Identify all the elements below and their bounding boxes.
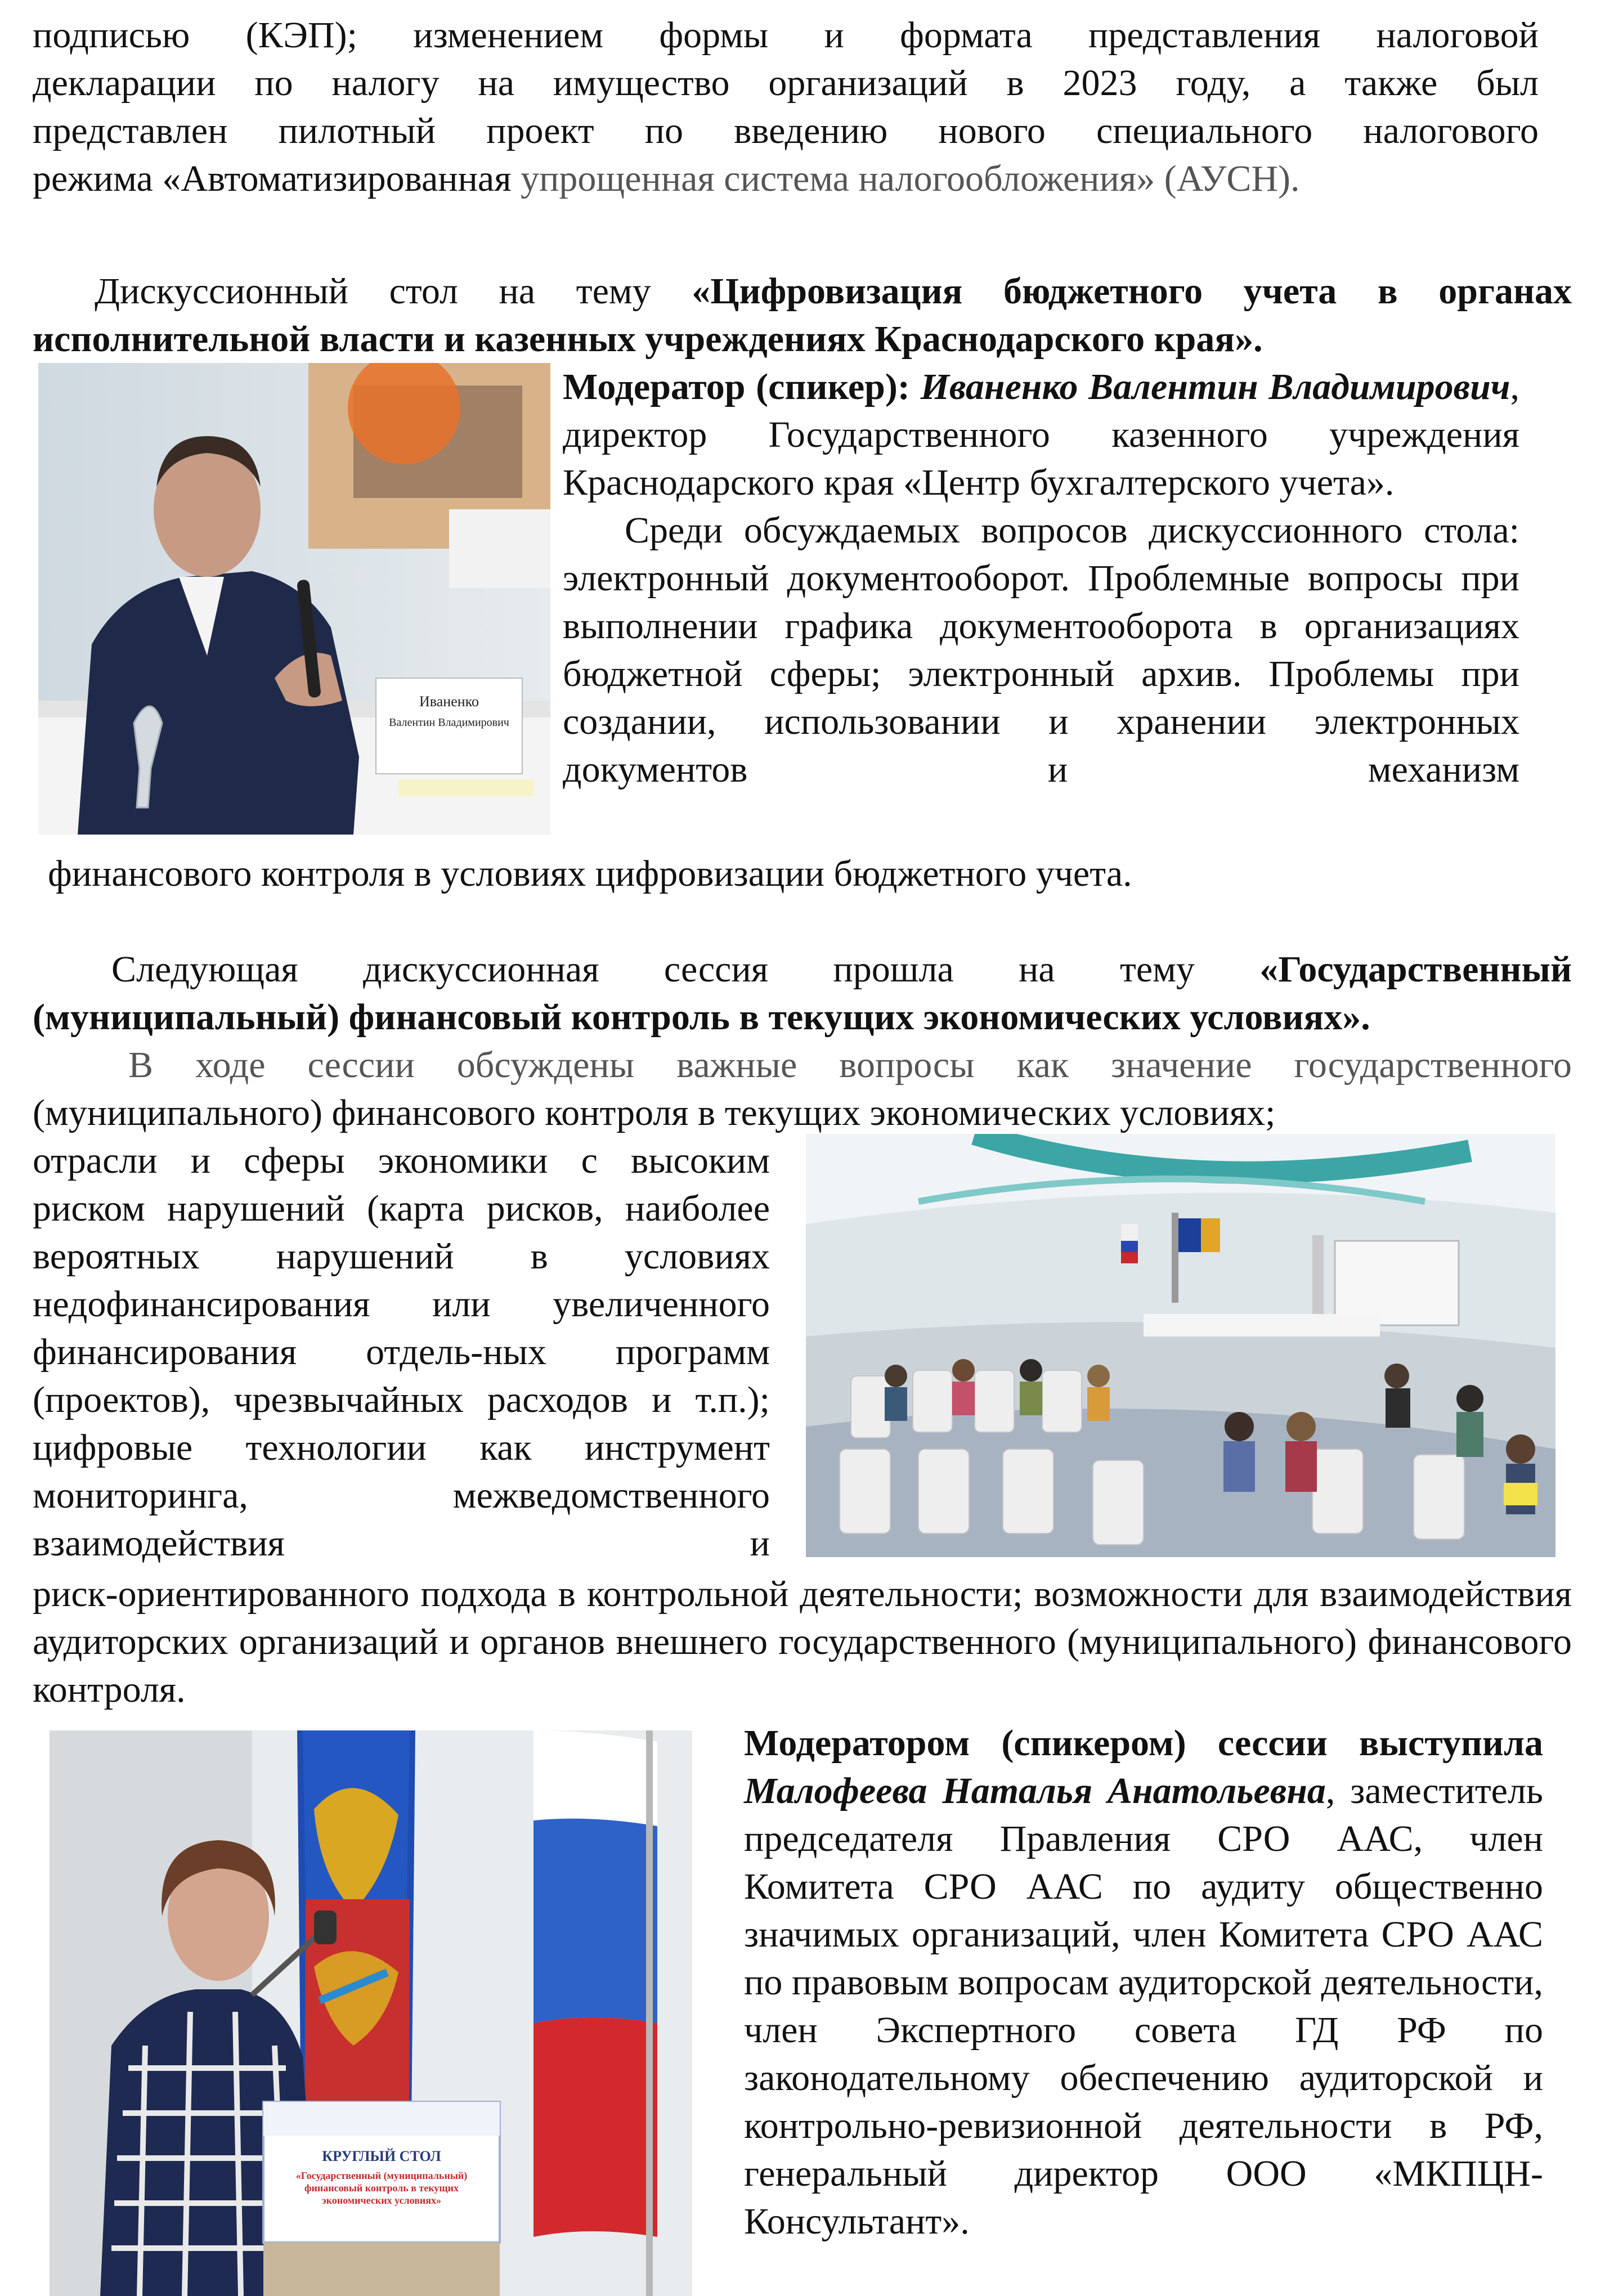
- section2-lead: Следующая дискуссионная сессия прошла на тему: [111, 949, 1260, 990]
- section2-moderator-block: [744, 1719, 1543, 2245]
- podium-banner-title: КРУГЛЫЙ СТОЛ: [322, 2148, 441, 2164]
- intro-line-2: декларации по налогу на имущество организаций в 2023 году, а также был: [33, 62, 1539, 104]
- section1-mod-role: , директор Государственного казенного учреждения Краснодарского края «Центр бухгалтерского учета».: [563, 366, 1520, 503]
- section1-title-line2: исполнительной власти и казенных учреждениях Краснодарского края».: [33, 319, 1263, 360]
- section1-issues: Среди обсуждаемых вопросов дискуссионного стола: электронный документооборот. Проблемные вопросы при выполнении графика документооборота в организациях бюджетной сферы; электронный архив. Проблемы при создании, использовании и хранении электронных документов и механизм: [563, 510, 1519, 790]
- section2-moderator: [744, 1719, 1543, 2245]
- section2-heading: [33, 945, 1572, 1137]
- section1-issues-tail: финансового контроля в условиях цифровизации бюджетного учета.: [48, 853, 1132, 894]
- section1-mod-name-b: Владимирович: [1268, 366, 1510, 407]
- section1-lead: Дискуссионный стол на тему: [95, 271, 692, 312]
- intro-line-3: представлен пилотный проект по введению нового специального налогового: [33, 110, 1539, 151]
- nameplate-surname: Иваненко: [419, 693, 479, 710]
- section2-title-line2: (муниципальный) финансовый контроль в текущих экономических условиях».: [33, 997, 1370, 1038]
- section2-p1-line1: В ходе сессии обсуждены важные вопросы как значение государственного: [128, 1044, 1572, 1086]
- podium-banner-subtitle: «Государственный (муниципальный) финансовый контроль в текущих экономических условиях»: [295, 2170, 468, 2206]
- section2-tail: риск-ориентированного подхода в контрольной деятельности; возможности для взаимодействия аудиторских организаций и органов внешнего государственного (муниципального) финансового контроля.: [33, 1573, 1572, 1710]
- nameplate-name: Валентин Владимирович: [389, 716, 509, 729]
- section1-mod-label: Модератор (спикер):: [563, 366, 921, 407]
- section2-mod-role: , заместитель председателя Правления СРО ААС, член Комитета СРО ААС по аудиту общественно значимых организаций, член Комитета СРО ААС по правовым вопросам аудиторской деятельности, член Экспертного совета ГД РФ по законодательному обеспечению аудиторской и контрольно-ревизионной деятельности в РФ, генеральный директор ООО «МКПЦН-Консультант».: [744, 1770, 1544, 2242]
- speaker-photo-ivanenko: [38, 363, 550, 835]
- section2-left-column: отрасли и сферы экономики с высоким риском нарушений (карта рисков, наиболее вероятных нарушений в условиях недофинансирования или увеличенного финансирования отдель-ных программ (проектов), чрезвычайных расходов и т.п.); цифровые технологии как инструмент мониторинга, межведомственного взаимодействия и: [33, 1140, 770, 1564]
- section2-mod-name: Малофеева Наталья Анатольевна: [744, 1770, 1326, 1811]
- conference-hall-photo: [806, 1134, 1555, 1557]
- section2-p1-line2: (муниципального) финансового контроля в текущих экономических условиях;: [33, 1092, 1276, 1133]
- intro-line-1: подписью (КЭП); изменением формы и формата представления налоговой: [33, 15, 1539, 56]
- section2-mod-label: Модератором (спикером) сессии выступила: [744, 1723, 1543, 1764]
- section1-moderator-block: [563, 363, 1519, 793]
- intro-paragraph: [33, 11, 1539, 203]
- section1-heading: [33, 267, 1572, 363]
- speaker-photo-malofeeva: [50, 1730, 692, 2296]
- section1-moderator: [563, 363, 1519, 506]
- section1-mod-name-a: Иваненко Валентин: [920, 366, 1258, 407]
- section2-title: «Государственный: [1259, 949, 1572, 990]
- section1-title: «Цифровизация бюджетного учета в органах: [692, 271, 1572, 312]
- intro-line-4: режима «Автоматизированная упрощенная система налогообложения» (АУСН).: [33, 158, 1300, 199]
